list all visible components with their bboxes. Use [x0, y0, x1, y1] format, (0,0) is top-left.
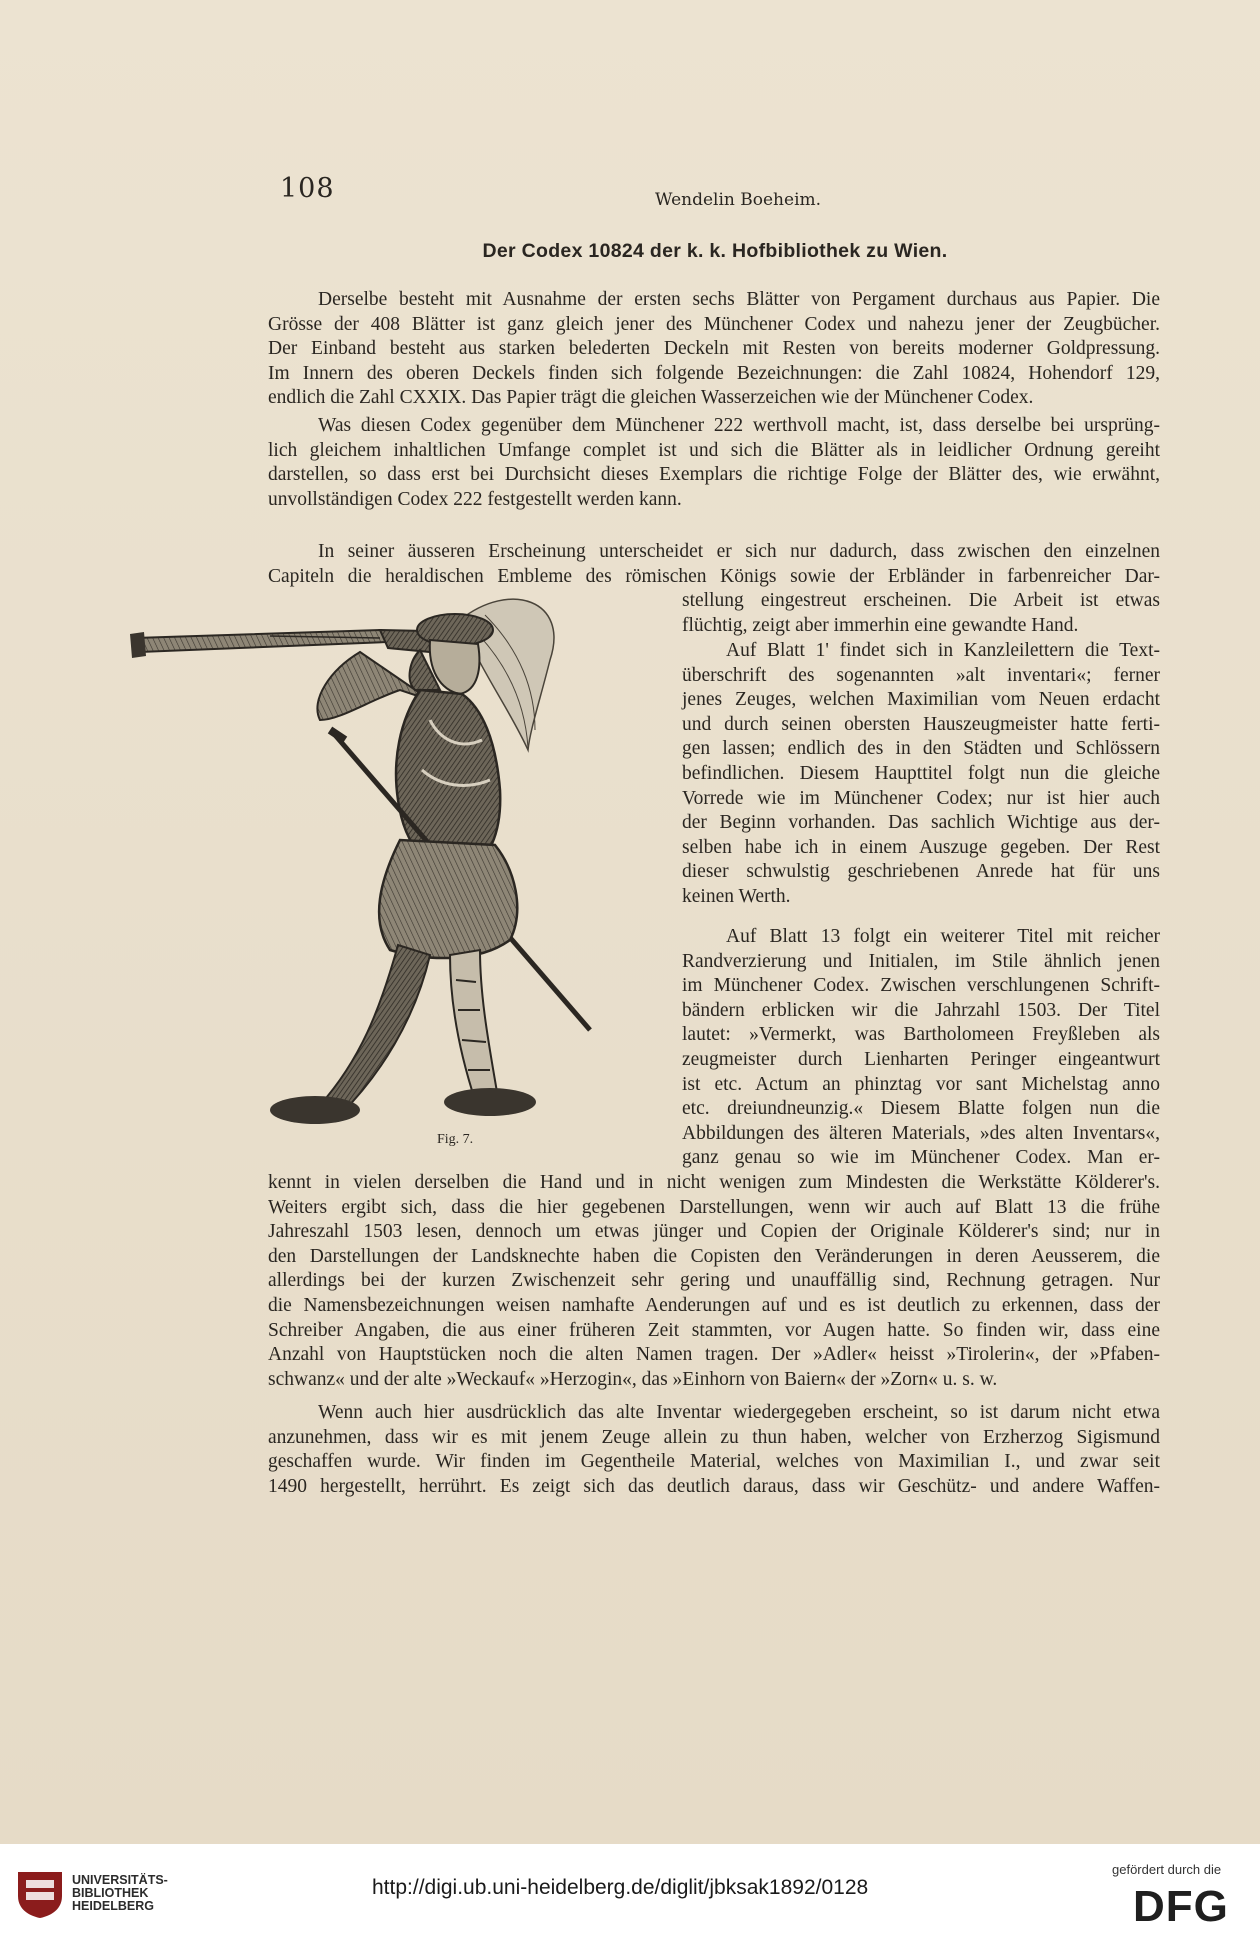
right-shoe-icon [444, 1088, 536, 1116]
text-line: flüchtig, zeigt aber immerhin eine gewandte Hand. [682, 614, 1079, 636]
text-line: geschaffen wurde. Wir finden im Gegentheile Material, welches von Maximilian I., und zwar seit [268, 1451, 1160, 1473]
source-url-link[interactable]: http://digi.ub.uni-heidelberg.de/diglit/jbksak1892/0128 [372, 1876, 869, 1899]
paragraph-1 [268, 288, 1160, 411]
figure-landsknecht-illustration [130, 590, 680, 1145]
paragraph-4 [682, 639, 1160, 910]
paragraph-3-narrow [682, 589, 1160, 638]
soldier-trunks-icon [379, 840, 517, 958]
running-head: Wendelin Boeheim. [655, 190, 822, 210]
text-line: Capiteln die heraldischen Embleme des römischen Königs sowie der Erbländer in farbenreicher Dar- [268, 565, 1160, 587]
text-line: Schreiber Angaben, die aus einer früheren Zeit stammten, vor Augen hatte. So finden wir, dass eine [268, 1319, 1160, 1341]
text-line: allerdings bei der kurzen Zwischenzeit sehr gering und unauffällig sind, Rechnung getragen. Nur [268, 1270, 1160, 1292]
text-line: Auf Blatt 13 folgt ein weiterer Titel mit reicher [726, 926, 1160, 947]
soldier-left-leg-icon [320, 945, 430, 1115]
text-line: Jahreszahl 1503 lesen, dennoch um etwas jünger und Copien der Originale Kölderer's sind; nur in [268, 1221, 1160, 1243]
text-line: anzunehmen, dass wir es mit jenem Zeuge allein zu thun haben, welcher von Erzherzog Sigismund [268, 1426, 1160, 1448]
text-line: Abbildungen des älteren Materials, »des alten Inventars«, [682, 1122, 1160, 1144]
text-line: kennt in vielen derselben die Hand und in nicht wenigen zum Mindesten die Werkstätte Kölderer's. [268, 1172, 1160, 1193]
text-line: keinen Werth. [682, 885, 791, 907]
text-line: die Namensbezeichnungen weisen namhafte Aenderungen auf und es ist deutlich zu erkennen, dass der [268, 1294, 1160, 1316]
text-line: lautet: »Vermerkt, was Bartholomeen Freyßleben als [682, 1024, 1160, 1046]
text-line: gen lassen; endlich des in den Städten und Schlössern [682, 738, 1160, 760]
text-line: selben habe ich in einem Auszuge gegeben. Der Rest [682, 836, 1160, 858]
text-line: In seiner äusseren Erscheinung unterscheidet er sich nur dadurch, dass zwischen den einzelnen [318, 541, 1160, 562]
library-name: UNIVERSITÄTS- BIBLIOTHEK HEIDELBERG [72, 1873, 168, 1913]
text-line: 1490 hergestellt, herrührt. Es zeigt sich das deutlich daraus, dass wir Geschütz- und andere Waffen- [268, 1475, 1160, 1497]
text-line: Anzahl von Hauptstücken noch die alten Namen tragen. Der »Adler« heisst »Tirolerin«, der »Pfaben- [268, 1344, 1160, 1366]
text-line: dieser schwulstig geschriebenen Anrede hat für uns [682, 861, 1160, 883]
text-line: Weiters ergibt sich, dass die hier gegebenen Darstellungen, wenn wir auch auf Blatt 13 die frühe [268, 1196, 1160, 1218]
text-line: ist etc. Actum an phinztag vor sant Michelstag anno [682, 1073, 1160, 1095]
section-title: Der Codex 10824 der k. k. Hofbibliothek zu Wien. [482, 240, 948, 262]
text-line: Was diesen Codex gegenüber dem Münchener 222 werthvoll macht, ist, dass derselbe bei ursprüng- [318, 415, 1160, 436]
text-line: Wenn auch hier ausdrücklich das alte Inventar wiedergegeben erscheint, so ist darum nicht etwa [318, 1402, 1160, 1423]
page-number: 108 [280, 173, 335, 204]
paragraph-3-full [268, 540, 1160, 589]
text-line: stellung eingestreut erscheinen. Die Arbeit ist etwas [682, 590, 1160, 611]
text-line: ganz genau so wie im Münchener Codex. Man er- [682, 1147, 1160, 1169]
text-line: schwanz« und der alte »Weckauf« »Herzogin«, das »Einhorn von Baiern« der »Zorn« u. s. w. [268, 1368, 998, 1390]
figure-caption: Fig. 7. [437, 1132, 474, 1147]
paragraph-2 [268, 414, 1160, 512]
text-line: überschrift des sogenannten »alt inventari«; ferner [682, 664, 1160, 686]
text-line: bändern erblicken wir die Jahrzahl 1503. Der Titel [682, 999, 1160, 1021]
soldier-right-leg-icon [450, 950, 498, 1100]
text-line: zeugmeister durch Lienharten Peringer eingeantwurt [682, 1048, 1160, 1070]
text-line: den Darstellungen der Landsknechte haben die Copisten den Veränderungen in deren Aeusserem, die [268, 1245, 1160, 1267]
paragraph-5-full [268, 1171, 1160, 1392]
text-line: unvollständigen Codex 222 festgestellt werden kann. [268, 488, 682, 510]
funding-note: gefördert durch die [1112, 1862, 1222, 1877]
text-line: befindlichen. Diesem Haupttitel folgt nun die gleiche [682, 762, 1160, 784]
text-line: Im Innern des oberen Deckels finden sich folgende Bezeichnungen: die Zahl 10824, Hohendorf 129, [268, 362, 1160, 384]
text-line: Vorrede wie im Münchener Codex; nur ist hier auch [682, 787, 1160, 809]
text-line: Auf Blatt 1' findet sich in Kanzleilettern die Text- [726, 640, 1160, 661]
paragraph-6 [268, 1401, 1160, 1499]
text-line: etc. dreiundneunzig.« Diesem Blatte folgen nun die [682, 1098, 1160, 1120]
paragraph-5-narrow [682, 925, 1160, 1171]
left-shoe-icon [270, 1096, 360, 1124]
university-library-logo-icon [14, 1866, 66, 1920]
text-line: Der Einband besteht aus starken belederten Deckeln mit Resten von bereits moderner Goldpressung. [268, 338, 1160, 360]
text-line: im Münchener Codex. Zwischen verschlungenen Schrift- [682, 975, 1160, 997]
text-line: der Beginn vorhanden. Das sachlich Wichtige aus der- [682, 812, 1160, 834]
text-line: und durch seinen obersten Hauszeugmeister hatte ferti- [682, 713, 1160, 735]
dfg-logo: DFG [1133, 1882, 1229, 1931]
digitization-footer [0, 1844, 1260, 1940]
text-line: lich gleichem inhaltlichen Umfange complet ist und sich die Blätter als in leidlicher Ordnung gereiht [268, 439, 1160, 461]
text-line: Grösse der 408 Blätter ist ganz gleich jener des Münchener Codex und nahezu jener der Zeugbücher. [268, 313, 1160, 335]
text-line: jenes Zeuges, welchen Maximilian vom Neuen erdacht [682, 689, 1160, 711]
text-line: endlich die Zahl CXXIX. Das Papier trägt die gleichen Wasserzeichen wie der Münchener Codex. [268, 387, 1034, 409]
text-line: Derselbe besteht mit Ausnahme der ersten sechs Blätter von Pergament durchaus aus Papier. Die [318, 289, 1160, 310]
text-line: Randverzierung und Initialen, im Stile ähnlich jenen [682, 950, 1160, 972]
text-line: darstellen, so dass erst bei Durchsicht dieses Exemplars die richtige Folge der Blätter des, wie erwähnt, [268, 464, 1160, 486]
